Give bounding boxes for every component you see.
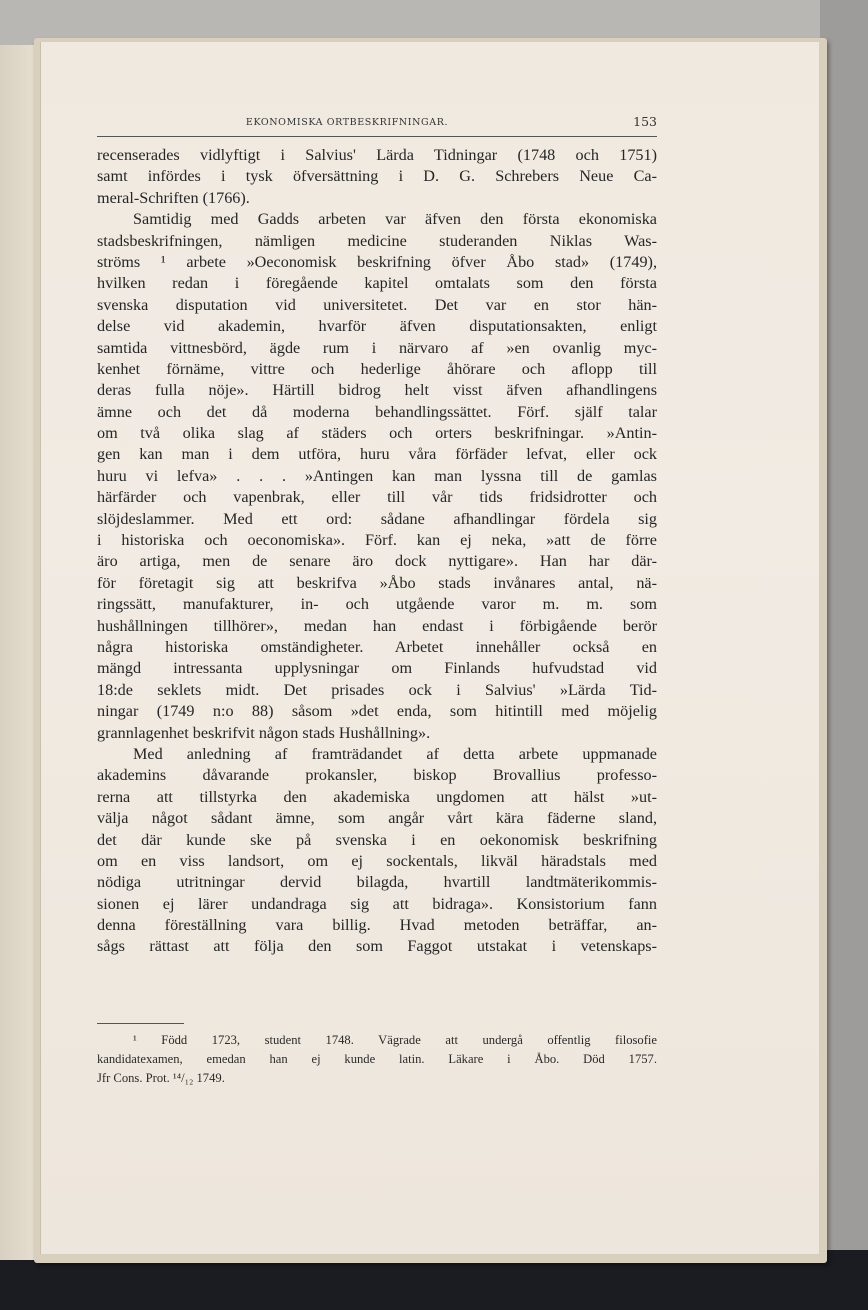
text-line: ämne och det då moderna behandlingssättet. Förf. själf talar [97,402,657,421]
text-line: mängd intressanta upplysningar om Finlands hufvudstad vid [97,659,657,678]
text-line: äro artiga, men de senare äro dock nyttigare». Han har där- [97,552,657,571]
text-line: sionen ej lärer undandraga sig att bidraga». Konsistorium fann [97,894,657,913]
text-line: rerna att tillstyrka den akademiska ungdomen att hälst »ut- [97,787,657,806]
text-line: för företagit sig att beskrifva »Åbo stads invånares antal, nä- [97,573,657,592]
text-line: hvilken redan i föregående kapitel omtalats som den första [97,274,657,293]
text-line: nödiga utritningar dervid bilagda, hvartill landtmäterikommis- [97,873,657,892]
footnote-line: Jfr Cons. Prot. ¹⁴/₁₂ 1749. [97,1071,225,1085]
text-line: ningar (1749 n:o 88) såsom »det enda, som hitintill med möjelig [97,702,657,721]
text-line: samtida vittnesbörd, ägde rum i närvaro af »en ovanlig myc- [97,338,657,357]
text-line: kenhet förnäme, vittre och hederlige åhörare och aflopp till [97,359,657,378]
text-line: huru vi lefva» . . . »Antingen kan man lyssna till de gamlas [97,466,657,485]
footnotes [97,1031,657,1088]
text-line: svenska disputation vid universitetet. Det var en stor hän- [97,295,657,314]
footnote-rule [97,1023,184,1024]
text-line: om två olika slag af städers och orters beskrifningar. »Antin- [97,424,657,443]
background-right [820,0,868,1310]
footnote-line: kandidatexamen, emedan han ej kunde latin. Läkare i Åbo. Död 1757. [97,1052,657,1066]
text-line: om en viss landsort, om ej sockentals, likväl häradstals med [97,851,657,870]
text-line: ströms ¹ arbete »Oeconomisk beskrifning öfver Åbo stad» (1749), [97,252,657,271]
text-line: sågs rättast att följa den som Faggot utstakat i vetenskaps- [97,937,657,956]
text-line: denna föreställning vara billig. Hvad metoden beträffar, an- [97,916,657,935]
text-line: slöjdeslammer. Med ett ord: sådane afhandlingar fördela sig [97,509,657,528]
body-text [97,145,657,958]
text-line: delse vid akademin, hvarför äfven disputationsakten, enligt [97,317,657,336]
text-line: gen kan man i dem utföra, huru våra förfäder lefvat, eller ock [97,445,657,464]
text-line: deras fulla nöje». Härtill bidrog helt visst äfven afhandlingens [97,381,657,400]
running-title: EKONOMISKA ORTBESKRIFNINGAR. [245,117,449,128]
text-line: akademins dåvarande prokansler, biskop Brovallius professo- [97,766,657,785]
text-line: samt infördes i tysk öfversättning i D. G. Schrebers Neue Ca- [97,167,657,186]
page-header [97,112,657,137]
text-line: i historiska och oeconomiska». Förf. kan ej neka, »att de förre [97,531,657,550]
text-line: härfärder och vapenbrak, eller till vår tids fridsidrotter och [97,488,657,507]
text-line: recenserades vidlyftigt i Salvius' Lärda Tidningar (1748 och 1751) [97,146,657,164]
text-line: det där kunde ske på svenska i en oekonomisk beskrifning [97,830,657,849]
text-line: meral-Schriften (1766). [97,188,250,207]
text-line: hushållningen tillhörer», medan han endast i förbigående berör [97,616,657,635]
text-line: välja något sådant ämne, som angår vårt kära fäderne sland, [97,809,657,828]
text-line: grannlagenhet beskrifvit någon stads Hushållning». [97,723,431,742]
footnote-line: ¹ Född 1723, student 1748. Vägrade att undergå offentlig filosofie [133,1033,657,1047]
text-line: Med anledning af framträdandet af detta arbete uppmanade [133,744,657,763]
text-line: några historiska omständigheter. Arbetet innehåller också en [97,637,657,656]
text-line: 18:de seklets midt. Det prisades ock i Salvius' »Lärda Tid- [97,680,657,699]
text-line: ringssätt, manufakturer, in- och utgående varor m. m. som [97,595,657,614]
text-line: Samtidig med Gadds arbeten var äfven den första ekonomiska [133,210,657,229]
text-line: stadsbeskrifningen, nämligen medicine studeranden Niklas Was- [97,231,657,250]
page-number: 153 [633,114,657,129]
